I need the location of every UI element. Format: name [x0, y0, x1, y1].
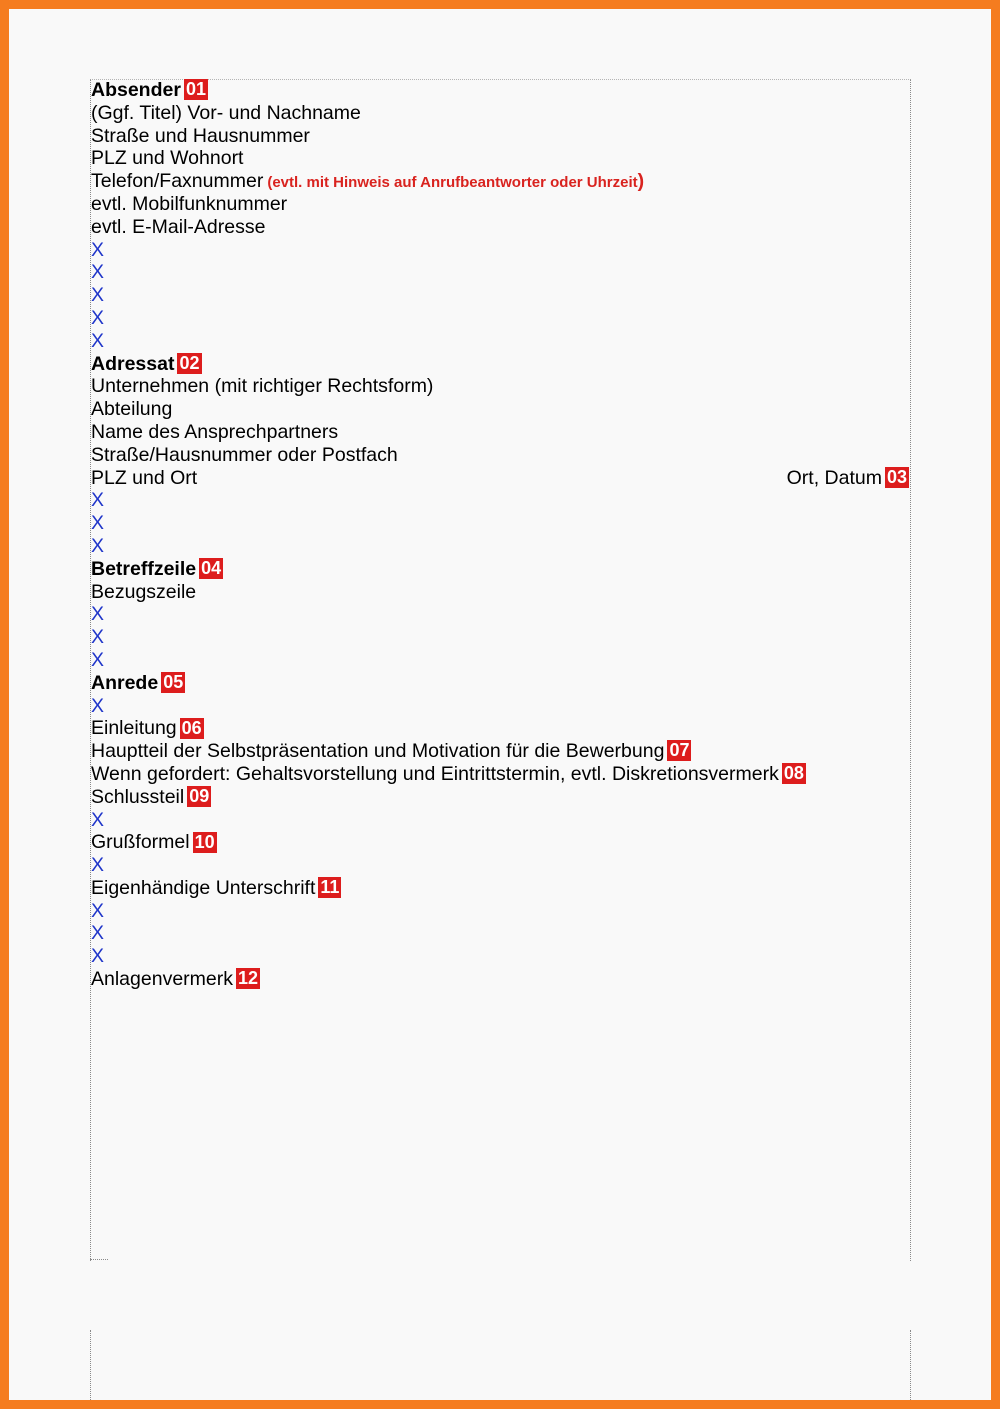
spacer-marker: X — [91, 306, 105, 329]
badge-09: 09 — [189, 786, 210, 807]
phone-note: (evtl. mit Hinweis auf Anrufbeantworter oder Uhrzeit) — [267, 170, 645, 193]
spacer-marker: X — [91, 489, 105, 512]
badge-04: 04 — [201, 558, 222, 579]
spacer-marker: X — [91, 922, 105, 945]
attachments-line: Anlagenvermerk 12 — [91, 968, 259, 991]
recipient-heading: Adressat 02 — [91, 352, 200, 375]
reference-line: Bezugszeile — [91, 580, 197, 603]
sender-heading: Absender 01 — [91, 79, 206, 101]
recipient-street-line: Straße/Hausnummer oder Postfach — [91, 443, 398, 466]
introduction-line: Einleitung 06 — [91, 717, 202, 740]
spacer-marker: X — [91, 694, 105, 717]
spacer-marker: X — [91, 534, 105, 557]
sender-name-line: (Ggf. Titel) Vor- und Nachname — [91, 101, 361, 124]
spacer-marker: X — [91, 512, 105, 535]
salutation-heading: Anrede 05 — [91, 671, 184, 694]
badge-05: 05 — [163, 672, 184, 693]
badge-10: 10 — [194, 831, 215, 852]
spacer-marker: X — [91, 261, 105, 284]
conclusion-line: Schlussteil 09 — [91, 785, 210, 808]
spacer-marker: X — [91, 899, 105, 922]
sender-city-line: PLZ und Wohnort — [91, 147, 244, 170]
salary-line: Wenn gefordert: Gehaltsvorstellung und Eintrittstermin, evtl. Diskretionsvermerk 08 — [91, 762, 804, 785]
badge-07: 07 — [669, 740, 690, 761]
subject-heading: Betreffzeile 04 — [91, 557, 222, 580]
spacer-marker: X — [91, 945, 105, 968]
next-page-boundary — [90, 1330, 911, 1400]
badge-02: 02 — [179, 352, 200, 373]
spacer-marker: X — [91, 238, 105, 261]
spacer-marker: X — [91, 626, 105, 649]
spacer-marker: X — [91, 284, 105, 307]
badge-01: 01 — [185, 79, 206, 100]
sender-email-line: evtl. E-Mail-Adresse — [91, 215, 266, 238]
recipient-contact-line: Name des Ansprechpartners — [91, 420, 339, 443]
spacer-marker: X — [91, 808, 105, 831]
margin-corner-mark — [90, 1259, 108, 1260]
sender-mobile-line: evtl. Mobilfunknummer — [91, 192, 288, 215]
recipient-company-line: Unternehmen (mit richtiger Rechtsform) — [91, 375, 434, 398]
badge-06: 06 — [181, 717, 202, 738]
badge-03: 03 — [886, 466, 907, 487]
recipient-city-line: PLZ und Ort Ort, Datum 03 — [91, 466, 907, 489]
recipient-department-line: Abteilung — [91, 398, 173, 421]
spacer-marker: X — [91, 854, 105, 877]
spacer-marker: X — [91, 648, 105, 671]
date-line: Ort, Datum 03 — [786, 466, 907, 489]
sender-phone-line: Telefon/Faxnummer (evtl. mit Hinweis auf Anrufbeantworter oder Uhrzeit) — [91, 170, 645, 193]
main-part-line: Hauptteil der Selbstpräsentation und Motivation für die Bewerbung 07 — [91, 740, 690, 763]
sender-street-line: Straße und Hausnummer — [91, 124, 310, 147]
signature-line: Eigenhändige Unterschrift 11 — [91, 876, 340, 899]
spacer-marker: X — [91, 603, 105, 626]
closing-line: Grußformel 10 — [91, 831, 215, 854]
badge-12: 12 — [237, 968, 259, 989]
spacer-marker: X — [91, 329, 105, 352]
badge-08: 08 — [783, 763, 804, 784]
letter-template — [91, 79, 909, 991]
badge-11: 11 — [320, 877, 340, 898]
